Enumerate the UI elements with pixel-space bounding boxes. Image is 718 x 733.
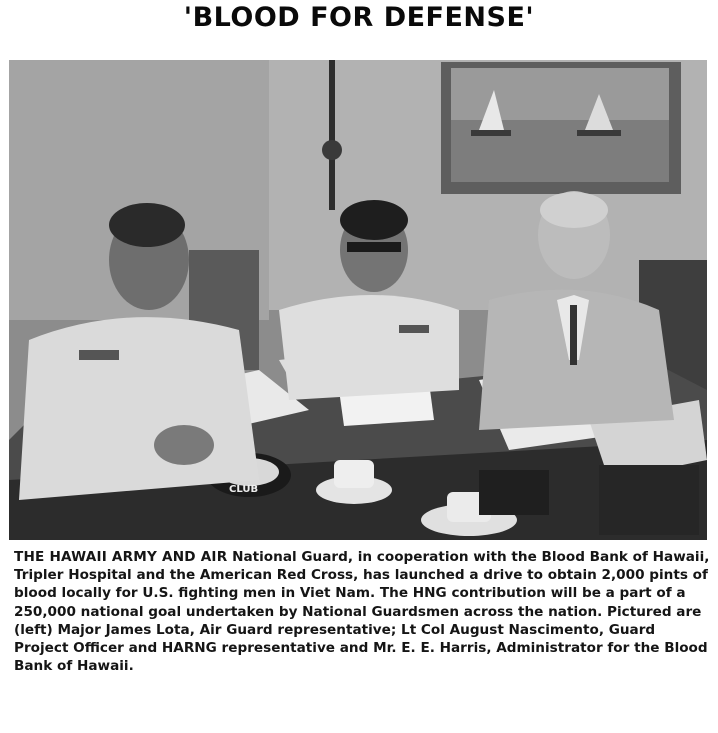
caption-lead: THE HAWAII ARMY AND AIR <box>14 549 228 565</box>
ashtray-label: CLUB <box>229 484 259 495</box>
caption-body: National Guard, in cooperation with the Blood Bank of Hawaii, Tripler Hospital and the American Red Cross, has launched a drive to obtain 2,000 pints of blood locally for U.S. fighting men in Viet Nam. The HNG contribution will be a part of a 250,000 national goal undertaken by National Guardsmen across the nation. Pictured are (left) Major James Lota, Air Guard representative; Lt Col August Nascimento, Guard Project Officer and HARNG representative and Mr. E. E. Harris, Administrator for the Blood Bank of Hawaii. <box>14 549 710 675</box>
headline: 'BLOOD FOR DEFENSE' <box>183 2 535 33</box>
photo-caption <box>14 548 712 675</box>
wall-painting <box>441 62 681 194</box>
news-photograph <box>9 60 707 540</box>
